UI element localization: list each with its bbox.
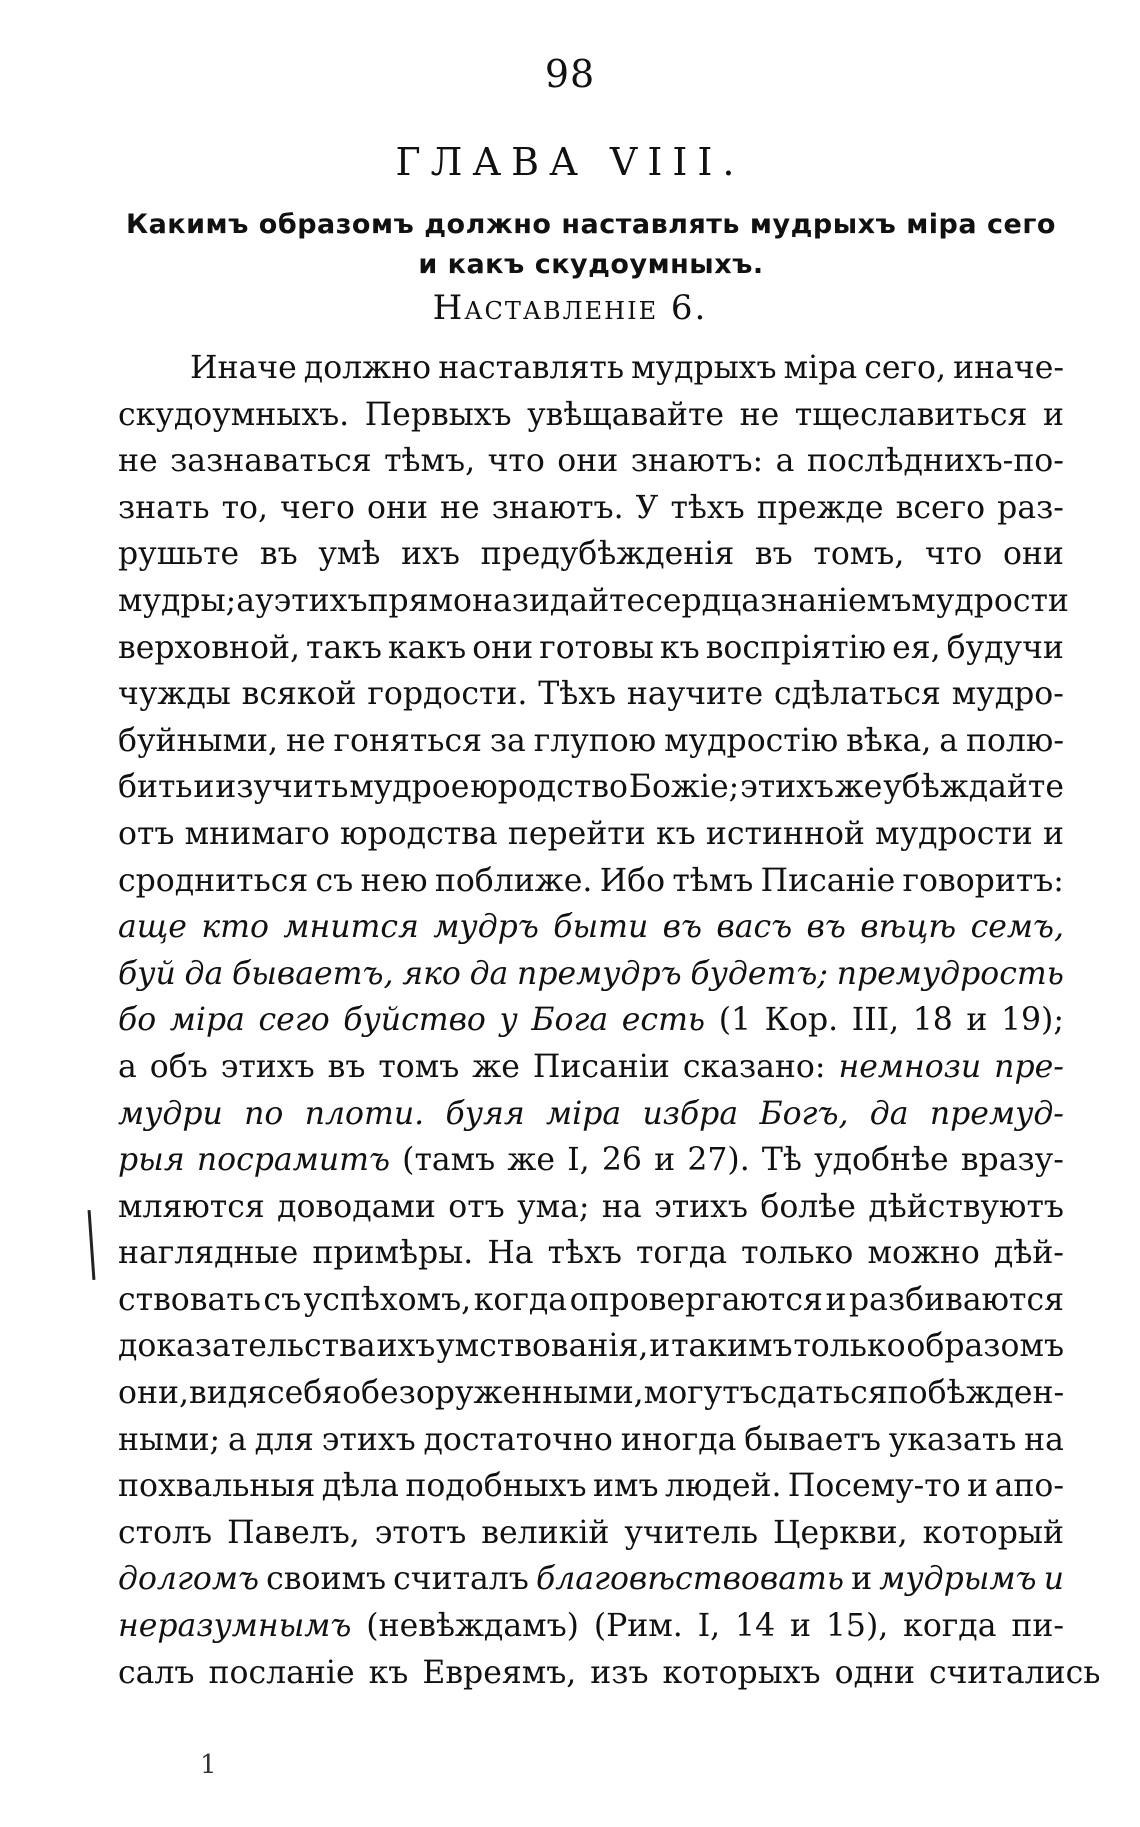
word: имъ <box>593 1468 659 1505</box>
word: считалъ <box>393 1561 529 1598</box>
word: посланіе <box>208 1654 355 1691</box>
word: этихъ <box>654 1188 748 1225</box>
word: мудри <box>118 1095 223 1132</box>
word: міра <box>546 1095 622 1132</box>
word: міра <box>169 1002 245 1039</box>
text-line <box>118 1323 1064 1370</box>
word: иногда <box>620 1421 737 1458</box>
word: подобныхъ <box>405 1468 587 1505</box>
word: научите <box>626 676 764 713</box>
word: съ <box>263 1281 302 1318</box>
word: для <box>254 1421 314 1458</box>
text-line <box>118 1556 1064 1603</box>
word: отъ <box>448 1188 505 1225</box>
word: увѣщавайте <box>527 396 725 433</box>
word: Первыхъ <box>364 396 512 433</box>
word: семъ, <box>970 909 1064 946</box>
word: Иначе <box>190 350 297 386</box>
text-line <box>118 1510 1064 1557</box>
word: видя <box>188 1375 267 1412</box>
word: воспріятію <box>705 629 887 666</box>
word: а <box>775 443 795 480</box>
text-line <box>118 671 1064 718</box>
word: который <box>922 1514 1064 1551</box>
word: (1 <box>718 1002 752 1039</box>
word: примѣры. <box>312 1235 474 1272</box>
text-line <box>118 951 1064 998</box>
word: I, <box>567 1142 590 1179</box>
word: 14 <box>735 1608 776 1645</box>
word: къ <box>655 815 696 852</box>
word: только <box>793 1328 906 1365</box>
word: у <box>255 582 274 619</box>
word: васъ <box>716 909 793 946</box>
chapter-subtitle: Какимъ образомъ должно наставлять мудрыхъ міра сего и какъ скудоумныхъ. <box>126 209 1056 280</box>
text-line <box>118 1417 1064 1464</box>
word: могутъ <box>643 1375 760 1412</box>
word: плоти. <box>304 1095 425 1132</box>
word: На <box>487 1235 534 1272</box>
word: прежде <box>756 489 884 526</box>
word: только <box>741 1235 854 1272</box>
word: себя <box>266 1375 343 1412</box>
word: успѣхомъ, <box>303 1281 472 1318</box>
footer-mark: 1 <box>200 1750 217 1780</box>
word: Кор. <box>764 1002 839 1039</box>
text-line <box>118 345 1064 392</box>
word: премудрость <box>836 955 1064 992</box>
word: 18 <box>912 1002 953 1039</box>
word: мудръ <box>433 909 539 946</box>
word: не <box>739 396 780 433</box>
word: Тѣ <box>761 1142 802 1179</box>
word: сдаться <box>759 1375 888 1412</box>
word: пи- <box>1011 1608 1064 1645</box>
word: Писаніе <box>760 862 896 899</box>
word: когда <box>473 1281 568 1318</box>
word: будучи <box>946 629 1064 666</box>
word: болѣе <box>760 1188 856 1225</box>
word: а <box>118 1048 137 1085</box>
word: предубѣжденія <box>480 536 735 573</box>
word: да <box>869 1095 909 1132</box>
text-line <box>118 1650 1101 1697</box>
text-line <box>118 1044 1064 1091</box>
word: этихъ <box>220 1048 315 1085</box>
word: бить <box>118 769 193 806</box>
word: мляются <box>118 1188 265 1225</box>
word: побѣжден- <box>887 1375 1065 1412</box>
word: одни <box>834 1654 915 1691</box>
word: знаніемъ <box>760 582 912 619</box>
word: своимъ <box>266 1561 386 1598</box>
word: иначе- <box>953 350 1064 386</box>
word: и <box>966 1002 988 1039</box>
word: мнимаго <box>184 815 330 852</box>
word: Тѣхъ <box>538 676 617 713</box>
word: и <box>790 1608 811 1645</box>
word: (тамъ <box>402 1142 496 1179</box>
word: сдѣлаться <box>773 676 941 713</box>
word: они <box>367 489 428 526</box>
word: буйство <box>343 1002 486 1039</box>
word: премуд- <box>929 1095 1064 1132</box>
word: буяя <box>445 1095 525 1132</box>
word: то, <box>221 489 268 526</box>
word: и <box>851 1561 873 1598</box>
word: тщеславиться <box>794 396 1028 433</box>
word: У <box>635 489 659 526</box>
word: немнози <box>838 1048 982 1085</box>
word: же <box>834 769 883 806</box>
word: перейти <box>507 815 646 852</box>
word: вѣцѣ <box>860 909 957 946</box>
word: и <box>654 1142 676 1179</box>
word: чужды <box>118 676 231 713</box>
word: въ <box>259 536 298 573</box>
word: доводами <box>277 1188 436 1225</box>
word: Писаніи <box>532 1048 670 1085</box>
word: ея, <box>892 629 941 666</box>
word: а <box>236 582 256 619</box>
word: гордости. <box>367 676 528 713</box>
word: I, <box>697 1608 721 1645</box>
word: тѣмъ, <box>384 443 476 480</box>
word: Бога <box>531 1002 609 1039</box>
word: мудро- <box>951 676 1064 713</box>
word: всякой <box>241 676 357 713</box>
word: яко <box>402 955 461 992</box>
word: быти <box>553 909 649 946</box>
word: 15), <box>825 1608 889 1645</box>
word: мудры; <box>118 582 237 619</box>
word: знать <box>118 489 210 526</box>
word: ихъ <box>376 1328 436 1365</box>
word: изъ <box>590 1654 649 1691</box>
word: что <box>487 443 545 480</box>
word: въ <box>327 1048 366 1085</box>
word: считались <box>928 1654 1101 1691</box>
word: умствованія, <box>436 1328 649 1365</box>
word: скудоумныхъ. <box>118 396 350 433</box>
word: знаютъ: <box>630 443 764 480</box>
word: сказано: <box>682 1048 826 1085</box>
word: бо <box>118 1002 157 1039</box>
page-number: 98 <box>544 52 596 96</box>
word: обезоруженными, <box>342 1375 644 1412</box>
word: и <box>1042 815 1064 852</box>
word: 27). <box>687 1142 750 1179</box>
word: достаточно <box>423 1421 613 1458</box>
word: когда <box>903 1608 997 1645</box>
word: какъ <box>387 629 467 666</box>
word: не <box>285 722 326 759</box>
word: ихъ <box>401 536 460 573</box>
word: бываетъ, <box>231 955 394 992</box>
word: мудрыхъ <box>631 350 777 386</box>
word: людей. <box>664 1468 782 1505</box>
word: у <box>499 1002 518 1039</box>
text-line <box>118 1230 1064 1277</box>
word: дѣла <box>321 1468 399 1505</box>
word: истинной <box>705 815 865 852</box>
word: Церкви, <box>772 1514 908 1551</box>
word: бываетъ <box>744 1421 881 1458</box>
word: въ <box>662 909 702 946</box>
word: міра <box>783 350 858 386</box>
text-line <box>118 1091 1064 1138</box>
word: аще <box>118 909 187 946</box>
text-line <box>118 858 1064 905</box>
word: удобнѣе <box>814 1142 949 1179</box>
word: должно <box>303 350 432 386</box>
word: учитель <box>624 1514 758 1551</box>
word: есть <box>621 1002 706 1039</box>
text-line <box>118 764 1064 811</box>
word: премудръ <box>517 955 682 992</box>
text-line <box>118 531 1064 578</box>
word: посрамитъ <box>196 1142 390 1179</box>
word: тѣмъ <box>672 862 754 899</box>
word: къ <box>368 1654 409 1691</box>
word: доказательства <box>118 1328 376 1365</box>
word: не <box>440 489 480 526</box>
word: разбиваются <box>849 1281 1064 1318</box>
text-line <box>118 997 1064 1044</box>
word: тогда <box>635 1235 728 1272</box>
word: тѣхъ <box>547 1235 622 1272</box>
word: знаютъ. <box>491 489 624 526</box>
word: столъ <box>118 1514 213 1551</box>
word: избра <box>642 1095 739 1132</box>
word: и <box>967 1468 989 1505</box>
word: образомъ <box>906 1328 1064 1365</box>
word: этихъ <box>273 582 368 619</box>
word: благовѣствовать <box>535 1561 845 1598</box>
word: гоняться <box>333 722 482 759</box>
word: не <box>118 443 158 480</box>
word: (Рим. <box>593 1608 683 1645</box>
word: полю- <box>965 722 1064 759</box>
word: III, <box>851 1002 900 1039</box>
word: вѣка, <box>846 722 932 759</box>
word: и <box>649 1328 671 1365</box>
word: а <box>228 1421 247 1458</box>
word: зазнаваться <box>170 443 372 480</box>
word: (невѣждамъ) <box>366 1608 579 1645</box>
word: и <box>825 1281 847 1318</box>
word: можно <box>867 1235 980 1272</box>
word: нею <box>360 862 428 899</box>
text-line <box>118 718 1064 765</box>
word: юродство <box>470 769 628 806</box>
word: прямо <box>367 582 472 619</box>
word: великій <box>481 1514 610 1551</box>
word: да <box>184 955 224 992</box>
word: будетъ; <box>690 955 828 992</box>
word: опровергаются <box>569 1281 823 1318</box>
text-line <box>118 1603 1064 1650</box>
text-line <box>118 485 1064 532</box>
chapter-title: ГЛАВА VIII. <box>395 140 745 184</box>
word: Ибо <box>599 862 666 899</box>
text-line <box>118 392 1064 439</box>
word: вразу- <box>960 1142 1064 1179</box>
word: апо- <box>994 1468 1064 1505</box>
word: ными; <box>118 1421 221 1458</box>
word: наглядные <box>118 1235 299 1272</box>
word: готовы <box>539 629 654 666</box>
word: они <box>557 443 619 480</box>
word: Павелъ, <box>227 1514 360 1551</box>
word: съ <box>315 862 354 899</box>
word: они, <box>118 1375 189 1412</box>
word: буйными, <box>118 722 279 759</box>
word: мнится <box>283 909 419 946</box>
word: указать <box>888 1421 1017 1458</box>
word: назидайте <box>471 582 646 619</box>
word: же <box>507 1142 556 1179</box>
text-line <box>118 1137 1064 1184</box>
word: на <box>1024 1421 1064 1458</box>
word: къ <box>659 629 700 666</box>
word: дѣй- <box>993 1235 1064 1272</box>
word: томъ <box>378 1048 460 1085</box>
word: этихъ <box>740 769 834 806</box>
word: чего <box>280 489 355 526</box>
word: да <box>469 955 509 992</box>
word: въ <box>754 536 793 573</box>
word: сего, <box>864 350 947 386</box>
text-line <box>118 438 1064 485</box>
word: дѣйствуютъ <box>868 1188 1064 1225</box>
word: что <box>925 536 983 573</box>
word: долгомъ <box>118 1561 259 1598</box>
word: говоритъ: <box>902 862 1064 899</box>
word: такъ <box>306 629 382 666</box>
word: за <box>489 722 526 759</box>
word: Евреямъ, <box>422 1654 577 1691</box>
word: мудрости <box>911 582 1069 619</box>
word: пре- <box>994 1048 1064 1085</box>
word: Божіе; <box>628 769 740 806</box>
word: буй <box>118 955 176 992</box>
text-line <box>118 1277 1064 1324</box>
word: Посему-то <box>787 1468 961 1505</box>
word: же <box>472 1048 520 1085</box>
text-line <box>118 811 1064 858</box>
instruction-title: Наставленіе 6. <box>432 288 708 328</box>
word: ума; <box>517 1188 590 1225</box>
body-text <box>118 345 1101 1696</box>
word: поближе. <box>434 862 593 899</box>
word: они <box>472 629 534 666</box>
text-line <box>118 1370 1064 1417</box>
text-line <box>118 1184 1064 1231</box>
word: въ <box>806 909 846 946</box>
text-line <box>118 578 1069 625</box>
word: мудростію <box>664 722 839 759</box>
word: по <box>244 1095 284 1132</box>
word: а <box>939 722 959 759</box>
word: кто <box>201 909 269 946</box>
word: сродниться <box>118 862 309 899</box>
word: и <box>193 769 215 806</box>
word: отъ <box>118 815 175 852</box>
word: такимъ <box>671 1328 793 1365</box>
word: рушьте <box>118 536 240 573</box>
word: всего <box>895 489 986 526</box>
text-line <box>118 1463 1064 1510</box>
word: мудрости <box>875 815 1033 852</box>
word: глупою <box>533 722 657 759</box>
word: томъ, <box>813 536 905 573</box>
word: салъ <box>118 1654 195 1691</box>
word: 26 <box>601 1142 642 1179</box>
word: изучить <box>215 769 349 806</box>
word: тѣхъ <box>670 489 745 526</box>
word: этотъ <box>374 1514 467 1551</box>
word: рыя <box>118 1142 185 1179</box>
word: сего <box>258 1002 330 1039</box>
word: убѣждайте <box>883 769 1064 806</box>
text-line <box>118 625 1064 672</box>
word: наставлять <box>438 350 625 386</box>
word: неразумнымъ <box>118 1608 352 1645</box>
word: этихъ <box>321 1421 416 1458</box>
word: которыхъ <box>662 1654 821 1691</box>
word: ствовать <box>118 1281 261 1318</box>
word: и <box>1042 396 1064 433</box>
word: мудрымъ <box>879 1561 1037 1598</box>
word: раз- <box>997 489 1064 526</box>
word: объ <box>149 1048 208 1085</box>
word: сердца <box>645 582 761 619</box>
word: умѣ <box>318 536 381 573</box>
word: они <box>1002 536 1064 573</box>
word: и <box>1043 1561 1064 1598</box>
word: 19); <box>1000 1002 1064 1039</box>
word: похвальныя <box>118 1468 316 1505</box>
word: верховной, <box>118 629 300 666</box>
text-line <box>118 904 1064 951</box>
margin-pencil-mark <box>88 1210 96 1280</box>
word: юродства <box>340 815 498 852</box>
word: мудрое <box>349 769 470 806</box>
word: Богъ, <box>759 1095 849 1132</box>
word: на <box>601 1188 642 1225</box>
word: послѣднихъ-по- <box>806 443 1064 480</box>
